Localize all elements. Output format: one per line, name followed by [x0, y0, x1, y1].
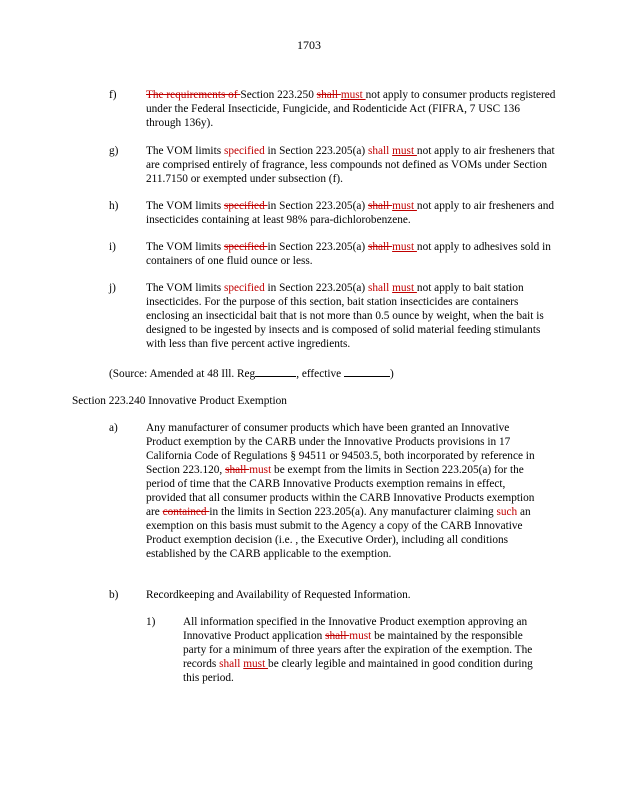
inserted-text: such: [496, 506, 518, 518]
body-text: not apply to air fresheners that are comprised entirely of fragrance, less compounds not defined as VOMs under Section 211.7150 or exempted under subsection (f).: [146, 145, 555, 185]
body-text: Section 223.250: [240, 89, 317, 101]
page-number: 1703: [297, 38, 321, 52]
item-label: a): [109, 422, 118, 434]
blank-line: [255, 366, 296, 377]
item-label: g): [109, 145, 119, 157]
body-text: The VOM limits: [146, 200, 224, 212]
body-text: The VOM limits: [146, 241, 224, 253]
inserted-text: shall: [219, 658, 244, 670]
item-text: [146, 199, 556, 227]
body-text: Recordkeeping and Availability of Requested Information.: [146, 589, 411, 601]
inserted-text: must: [392, 241, 417, 253]
item-label: i): [109, 241, 116, 253]
body-text: in Section 223.205(a): [264, 145, 368, 157]
deleted-text: shall: [367, 200, 393, 212]
item-text: [146, 281, 556, 351]
source-suffix: ): [389, 368, 394, 380]
deleted-text: The requirements of: [146, 89, 241, 101]
inserted-text: must: [392, 200, 417, 212]
deleted-text: contained: [162, 506, 210, 518]
inserted-text: shall: [367, 282, 393, 294]
inserted-text: specified: [223, 282, 265, 294]
body-text: not apply to adhesives sold in containers of one fluid ounce or less.: [146, 241, 551, 267]
item-text: [146, 88, 556, 130]
inserted-text: must: [349, 630, 372, 642]
deleted-text: shall: [225, 464, 250, 476]
deleted-text: specified: [223, 200, 268, 212]
inserted-text: must: [392, 145, 417, 157]
inserted-text: must: [243, 658, 269, 670]
body-text: an exemption on this basis must submit to the Agency a copy of the CARB Innovative Product exemption decision (i.e. , the Executive Order), including all conditions established by the CARB applicable to the exemption.: [146, 506, 531, 560]
section-heading: Section 223.240 Innovative Product Exemption: [72, 395, 287, 407]
source-middle: , effective: [296, 368, 344, 380]
body-text: Any manufacturer of consumer products which have been granted an Innovative Product exemption by the CARB under the Innovative Products provisions in 17 California Code of Regulations § 94511 or 94503.5, both incorporated by reference in Section 223.120,: [146, 422, 535, 476]
source-prefix: (Source: Amended at 48 Ill. Reg: [109, 368, 256, 380]
inserted-text: must: [340, 89, 366, 101]
body-text: be clearly legible and maintained in good condition during this period.: [183, 658, 533, 684]
inserted-text: specified: [223, 145, 265, 157]
item-label: 1): [146, 616, 156, 628]
item-text: [183, 615, 537, 685]
body-text: in Section 223.205(a): [267, 200, 368, 212]
item-text: [146, 421, 546, 561]
deleted-text: shall: [325, 630, 350, 642]
item-text: [146, 144, 556, 186]
body-text: All information specified in the Innovative Product exemption approving an Innovative Product application: [183, 616, 528, 642]
deleted-text: specified: [223, 241, 268, 253]
deleted-text: shall: [367, 241, 393, 253]
item-label: b): [109, 589, 119, 601]
source-note: [109, 366, 394, 381]
item-text: [146, 240, 556, 268]
inserted-text: must: [392, 282, 417, 294]
body-text: The VOM limits: [146, 145, 224, 157]
body-text: not apply to bait station insecticides. For the purpose of this section, bait station insecticides are containers enclosing an insecticidal bait that is not more than 0.5 ounce by weight, when the bait is designed to be ingested by insects and is composed of solid material feeding stimulants with less than five percent active ingredients.: [146, 282, 544, 350]
body-text: not apply to air fresheners and insecticides containing at least 98% para-dichlorobenzene.: [146, 200, 555, 226]
blank-line: [344, 366, 390, 377]
inserted-text: shall: [367, 145, 393, 157]
item-text: [146, 588, 556, 602]
item-label: j): [109, 282, 116, 294]
body-text: in Section 223.205(a): [264, 282, 368, 294]
body-text: be exempt from the limits in Section 223.205(a) for the period of time that the CARB Innovative Products exemption remains in effect, provided that all consumer products within the CARB Innovative Products exemption are: [146, 464, 535, 518]
inserted-text: must: [249, 464, 272, 476]
deleted-text: shall: [316, 89, 341, 101]
body-text: in Section 223.205(a): [267, 241, 368, 253]
body-text: not apply to consumer products registered under the Federal Insecticide, Fungicide, and Rodenticide Act (FIFRA, 7 USC 136 through 136y).: [146, 89, 556, 129]
body-text: The VOM limits: [146, 282, 224, 294]
item-label: f): [109, 89, 117, 101]
body-text: be maintained by the responsible party for a minimum of three years after the expiration of the exemption. The records: [183, 630, 533, 670]
item-label: h): [109, 200, 119, 212]
body-text: in the limits in Section 223.205(a). Any manufacturer claiming: [209, 506, 497, 518]
